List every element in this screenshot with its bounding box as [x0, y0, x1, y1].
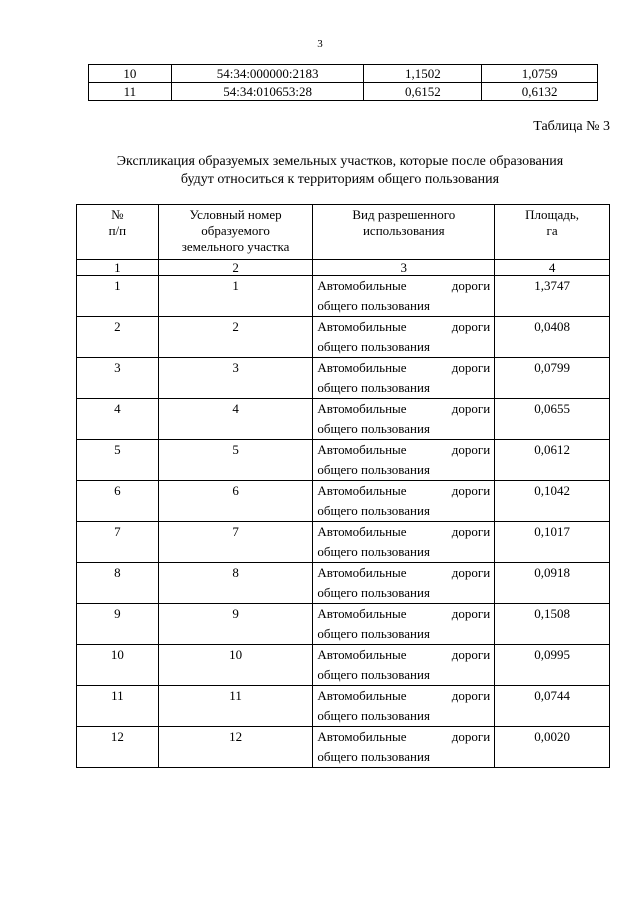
use-text: общего пользования [317, 708, 430, 723]
parcel-number-cell: 9 [158, 604, 313, 645]
use-text: общего пользования [317, 626, 430, 641]
row-number-cell: 10 [77, 645, 159, 686]
use-text: общего пользования [317, 462, 430, 477]
permitted-use-cell [313, 317, 495, 358]
table-caption: Таблица № 3 [533, 119, 610, 134]
table-header-row [77, 205, 610, 260]
table-row [77, 358, 610, 399]
use-text: Автомобильные [317, 647, 407, 662]
area-cell: 0,0744 [495, 686, 610, 727]
table-row [77, 317, 610, 358]
row-number-cell: 11 [89, 83, 172, 101]
parcel-number-cell: 8 [158, 563, 313, 604]
permitted-use-cell [313, 522, 495, 563]
use-text: общего пользования [317, 749, 430, 764]
row-number-cell: 10 [89, 65, 172, 83]
table-row [77, 481, 610, 522]
page-number: 3 [317, 38, 323, 50]
use-text: Автомобильные [317, 729, 407, 744]
area-cell: 0,1042 [495, 481, 610, 522]
header-cell-area: Площадь, га [495, 205, 610, 260]
column-number-cell: 3 [313, 260, 495, 276]
use-text: дороги [451, 729, 491, 744]
permitted-use-cell [313, 440, 495, 481]
area-cell: 0,6132 [482, 83, 598, 101]
use-text: общего пользования [317, 544, 430, 559]
row-number-cell: 1 [77, 276, 159, 317]
area-cell: 0,0995 [495, 645, 610, 686]
cadastral-number-cell: 54:34:000000:2183 [171, 65, 364, 83]
permitted-use-cell [313, 481, 495, 522]
use-text: Автомобильные [317, 278, 407, 293]
area-cell: 1,0759 [482, 65, 598, 83]
area-cell: 0,0020 [495, 727, 610, 768]
use-text: Автомобильные [317, 565, 407, 580]
parcel-number-cell: 4 [158, 399, 313, 440]
use-text: общего пользования [317, 380, 430, 395]
parcel-number-cell: 11 [158, 686, 313, 727]
row-number-cell: 7 [77, 522, 159, 563]
table-row [77, 727, 610, 768]
use-text: общего пользования [317, 667, 430, 682]
header-cell-number: № п/п [77, 205, 159, 260]
area-cell: 0,0655 [495, 399, 610, 440]
use-text: дороги [451, 360, 491, 375]
permitted-use-cell [313, 563, 495, 604]
area-cell: 0,0799 [495, 358, 610, 399]
table-row [89, 65, 598, 83]
use-text: Автомобильные [317, 483, 407, 498]
use-text: дороги [451, 524, 491, 539]
row-number-cell: 6 [77, 481, 159, 522]
use-text: Автомобильные [317, 442, 407, 457]
use-text: общего пользования [317, 503, 430, 518]
column-number-row [77, 260, 610, 276]
row-number-cell: 2 [77, 317, 159, 358]
area-cell: 0,0918 [495, 563, 610, 604]
row-number-cell: 9 [77, 604, 159, 645]
permitted-use-cell [313, 276, 495, 317]
permitted-use-cell [313, 399, 495, 440]
area-cell: 0,1508 [495, 604, 610, 645]
use-text: общего пользования [317, 298, 430, 313]
row-number-cell: 3 [77, 358, 159, 399]
use-text: общего пользования [317, 339, 430, 354]
use-text: дороги [451, 565, 491, 580]
parcel-number-cell: 1 [158, 276, 313, 317]
table-row [77, 645, 610, 686]
parcel-number-cell: 2 [158, 317, 313, 358]
table-row [77, 563, 610, 604]
cadastral-number-cell: 54:34:010653:28 [171, 83, 364, 101]
permitted-use-cell [313, 645, 495, 686]
header-cell-permitted-use: Вид разрешенного использования [313, 205, 495, 260]
column-number-cell: 1 [77, 260, 159, 276]
header-cell-conditional-number: Условный номер образуемого земельного участка [158, 205, 313, 260]
table-row [77, 440, 610, 481]
table-title [60, 153, 620, 189]
area-cell: 1,1502 [364, 65, 482, 83]
use-text: Автомобильные [317, 688, 407, 703]
continued-parcel-table [88, 64, 598, 101]
row-number-cell: 12 [77, 727, 159, 768]
use-text: дороги [451, 647, 491, 662]
use-text: дороги [451, 606, 491, 621]
permitted-use-cell [313, 686, 495, 727]
use-text: дороги [451, 688, 491, 703]
table-row [77, 522, 610, 563]
parcel-number-cell: 10 [158, 645, 313, 686]
table-row [89, 83, 598, 101]
area-cell: 0,1017 [495, 522, 610, 563]
row-number-cell: 5 [77, 440, 159, 481]
parcel-number-cell: 3 [158, 358, 313, 399]
use-text: дороги [451, 319, 491, 334]
use-text: общего пользования [317, 421, 430, 436]
use-text: дороги [451, 401, 491, 416]
parcel-number-cell: 5 [158, 440, 313, 481]
table-title-line: будут относиться к территориям общего пользования [180, 172, 500, 187]
use-text: Автомобильные [317, 319, 407, 334]
table-title-line: Экспликация образуемых земельных участков, которые после образования [116, 154, 564, 169]
column-number-cell: 4 [495, 260, 610, 276]
parcel-number-cell: 12 [158, 727, 313, 768]
use-text: Автомобильные [317, 401, 407, 416]
table-row [77, 399, 610, 440]
use-text: общего пользования [317, 585, 430, 600]
area-cell: 0,0408 [495, 317, 610, 358]
parcel-number-cell: 6 [158, 481, 313, 522]
row-number-cell: 8 [77, 563, 159, 604]
explication-table [76, 204, 610, 768]
permitted-use-cell [313, 727, 495, 768]
use-text: дороги [451, 278, 491, 293]
permitted-use-cell [313, 604, 495, 645]
use-text: Автомобильные [317, 606, 407, 621]
area-cell: 0,6152 [364, 83, 482, 101]
area-cell: 1,3747 [495, 276, 610, 317]
row-number-cell: 11 [77, 686, 159, 727]
use-text: дороги [451, 442, 491, 457]
area-cell: 0,0612 [495, 440, 610, 481]
parcel-number-cell: 7 [158, 522, 313, 563]
use-text: Автомобильные [317, 524, 407, 539]
permitted-use-cell [313, 358, 495, 399]
table-row [77, 686, 610, 727]
use-text: Автомобильные [317, 360, 407, 375]
use-text: дороги [451, 483, 491, 498]
table-row [77, 604, 610, 645]
column-number-cell: 2 [158, 260, 313, 276]
row-number-cell: 4 [77, 399, 159, 440]
table-row [77, 276, 610, 317]
